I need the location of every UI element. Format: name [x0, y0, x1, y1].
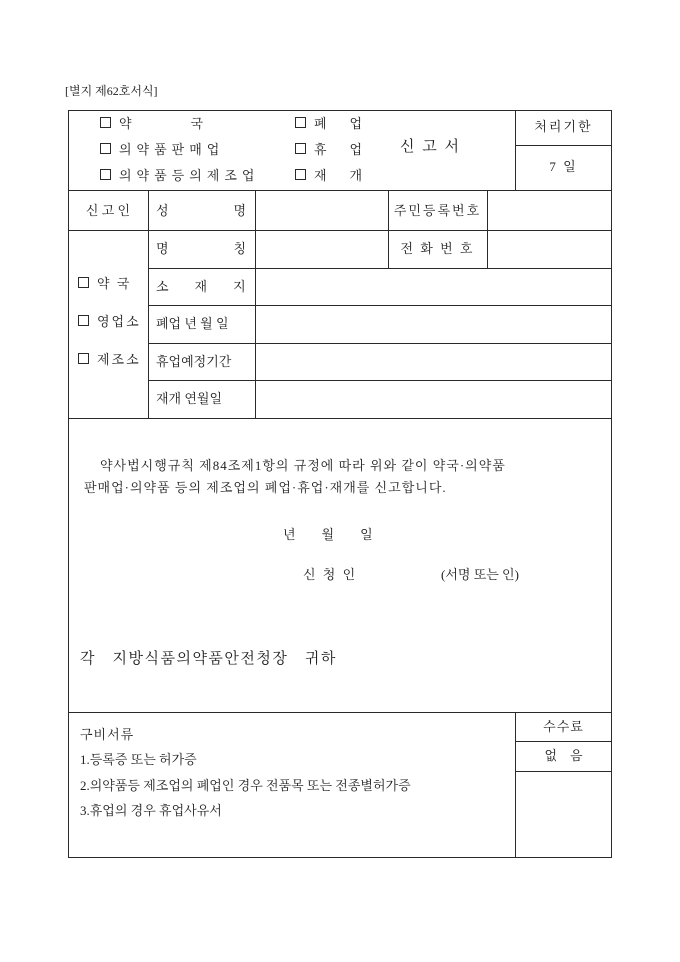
- drug-manufacturing-label: 의약품등의제조업: [119, 168, 260, 183]
- addressee-line: 각 지방식품의약품안전청장 귀하: [80, 651, 337, 667]
- declarant-row-label: 신 고 인: [85, 203, 131, 218]
- divider-line: [515, 145, 612, 146]
- reopen-date-label: 재개 연월일: [156, 391, 223, 406]
- closure-label: 폐 업: [314, 116, 368, 131]
- phone-number-field: [488, 231, 611, 267]
- declarant-name-field: [256, 191, 387, 229]
- divider-line: [515, 741, 612, 742]
- processing-deadline-value: 7 일: [549, 159, 578, 174]
- address-field: [256, 269, 611, 304]
- declaration-line-1: 약사법시행규칙 제84조제1항의 규정에 따라 위와 같이 약국·의약품: [100, 458, 506, 473]
- reopen-date-field: [256, 381, 611, 417]
- premises-pharmacy-label: 약 국: [97, 276, 132, 291]
- pharmacy-label: 약 국: [119, 116, 209, 131]
- required-document-item: 3.휴업의 경우 휴업사유서: [80, 803, 222, 818]
- fee-label: 수수료: [543, 719, 584, 734]
- resident-id-field: [488, 191, 611, 229]
- premises-pharmacy-checkbox[interactable]: [78, 277, 89, 288]
- suspension-label: 휴 업: [314, 142, 368, 157]
- required-documents-title: 구비서류: [80, 727, 135, 742]
- applicant-label: 신 청 인: [303, 567, 358, 582]
- required-document-item: 2.의약품등 제조업의 폐업인 경우 전품목 또는 전종별허가증: [80, 778, 411, 793]
- closure-date-label: 폐업 년 월 일: [156, 316, 229, 331]
- premises-office-label: 영업소: [97, 314, 141, 329]
- pharmacy-checkbox[interactable]: [100, 117, 111, 128]
- divider-line: [68, 418, 612, 419]
- declarant-name-label: 성 명: [156, 203, 247, 218]
- form-title: 신 고 서: [400, 139, 461, 155]
- divider-line: [148, 190, 149, 418]
- premises-office-checkbox[interactable]: [78, 315, 89, 326]
- option-premises-pharmacy: [78, 273, 131, 292]
- closure-checkbox[interactable]: [295, 117, 306, 128]
- option-reopen: [295, 165, 367, 184]
- signature-or-seal-note: (서명 또는 인): [441, 567, 519, 582]
- suspension-period-field: [256, 344, 611, 379]
- drug-manufacturing-checkbox[interactable]: [100, 169, 111, 180]
- option-pharmacy: [100, 113, 208, 132]
- resident-id-label: 주민등록번호: [393, 203, 482, 218]
- phone-number-label: 전 화 번 호: [400, 241, 475, 256]
- option-suspension: [295, 139, 367, 158]
- option-drug-manufacturing: [100, 165, 259, 184]
- option-closure: [295, 113, 367, 132]
- declaration-line-2: 판매업·의약품 등의 제조업의 폐업·휴업·재개를 신고합니다.: [84, 480, 447, 495]
- divider-line: [68, 712, 612, 713]
- processing-deadline-label: 처리기한: [534, 119, 593, 134]
- premises-factory-checkbox[interactable]: [78, 353, 89, 364]
- required-document-item: 1.등록증 또는 허가증: [80, 752, 197, 767]
- fee-extra-cell: [516, 772, 611, 857]
- drug-sales-checkbox[interactable]: [100, 143, 111, 154]
- premises-factory-label: 제조소: [97, 352, 141, 367]
- date-line: 년 월 일: [283, 527, 373, 542]
- form-reference: [별지 제62호서식]: [65, 84, 158, 98]
- establishment-name-label: 명 칭: [156, 241, 247, 256]
- reopen-checkbox[interactable]: [295, 169, 306, 180]
- drug-sales-label: 의약품판매업: [119, 142, 225, 157]
- option-premises-office: [78, 311, 141, 330]
- suspension-checkbox[interactable]: [295, 143, 306, 154]
- establishment-name-field: [256, 231, 387, 267]
- reopen-label: 재 개: [314, 168, 368, 183]
- option-premises-factory: [78, 349, 141, 368]
- closure-date-field: [256, 306, 611, 342]
- fee-value: 없 음: [544, 748, 583, 763]
- suspension-period-label: 휴업예정기간: [156, 354, 232, 369]
- address-label: 소 재 지: [156, 279, 246, 294]
- option-drug-sales: [100, 139, 224, 158]
